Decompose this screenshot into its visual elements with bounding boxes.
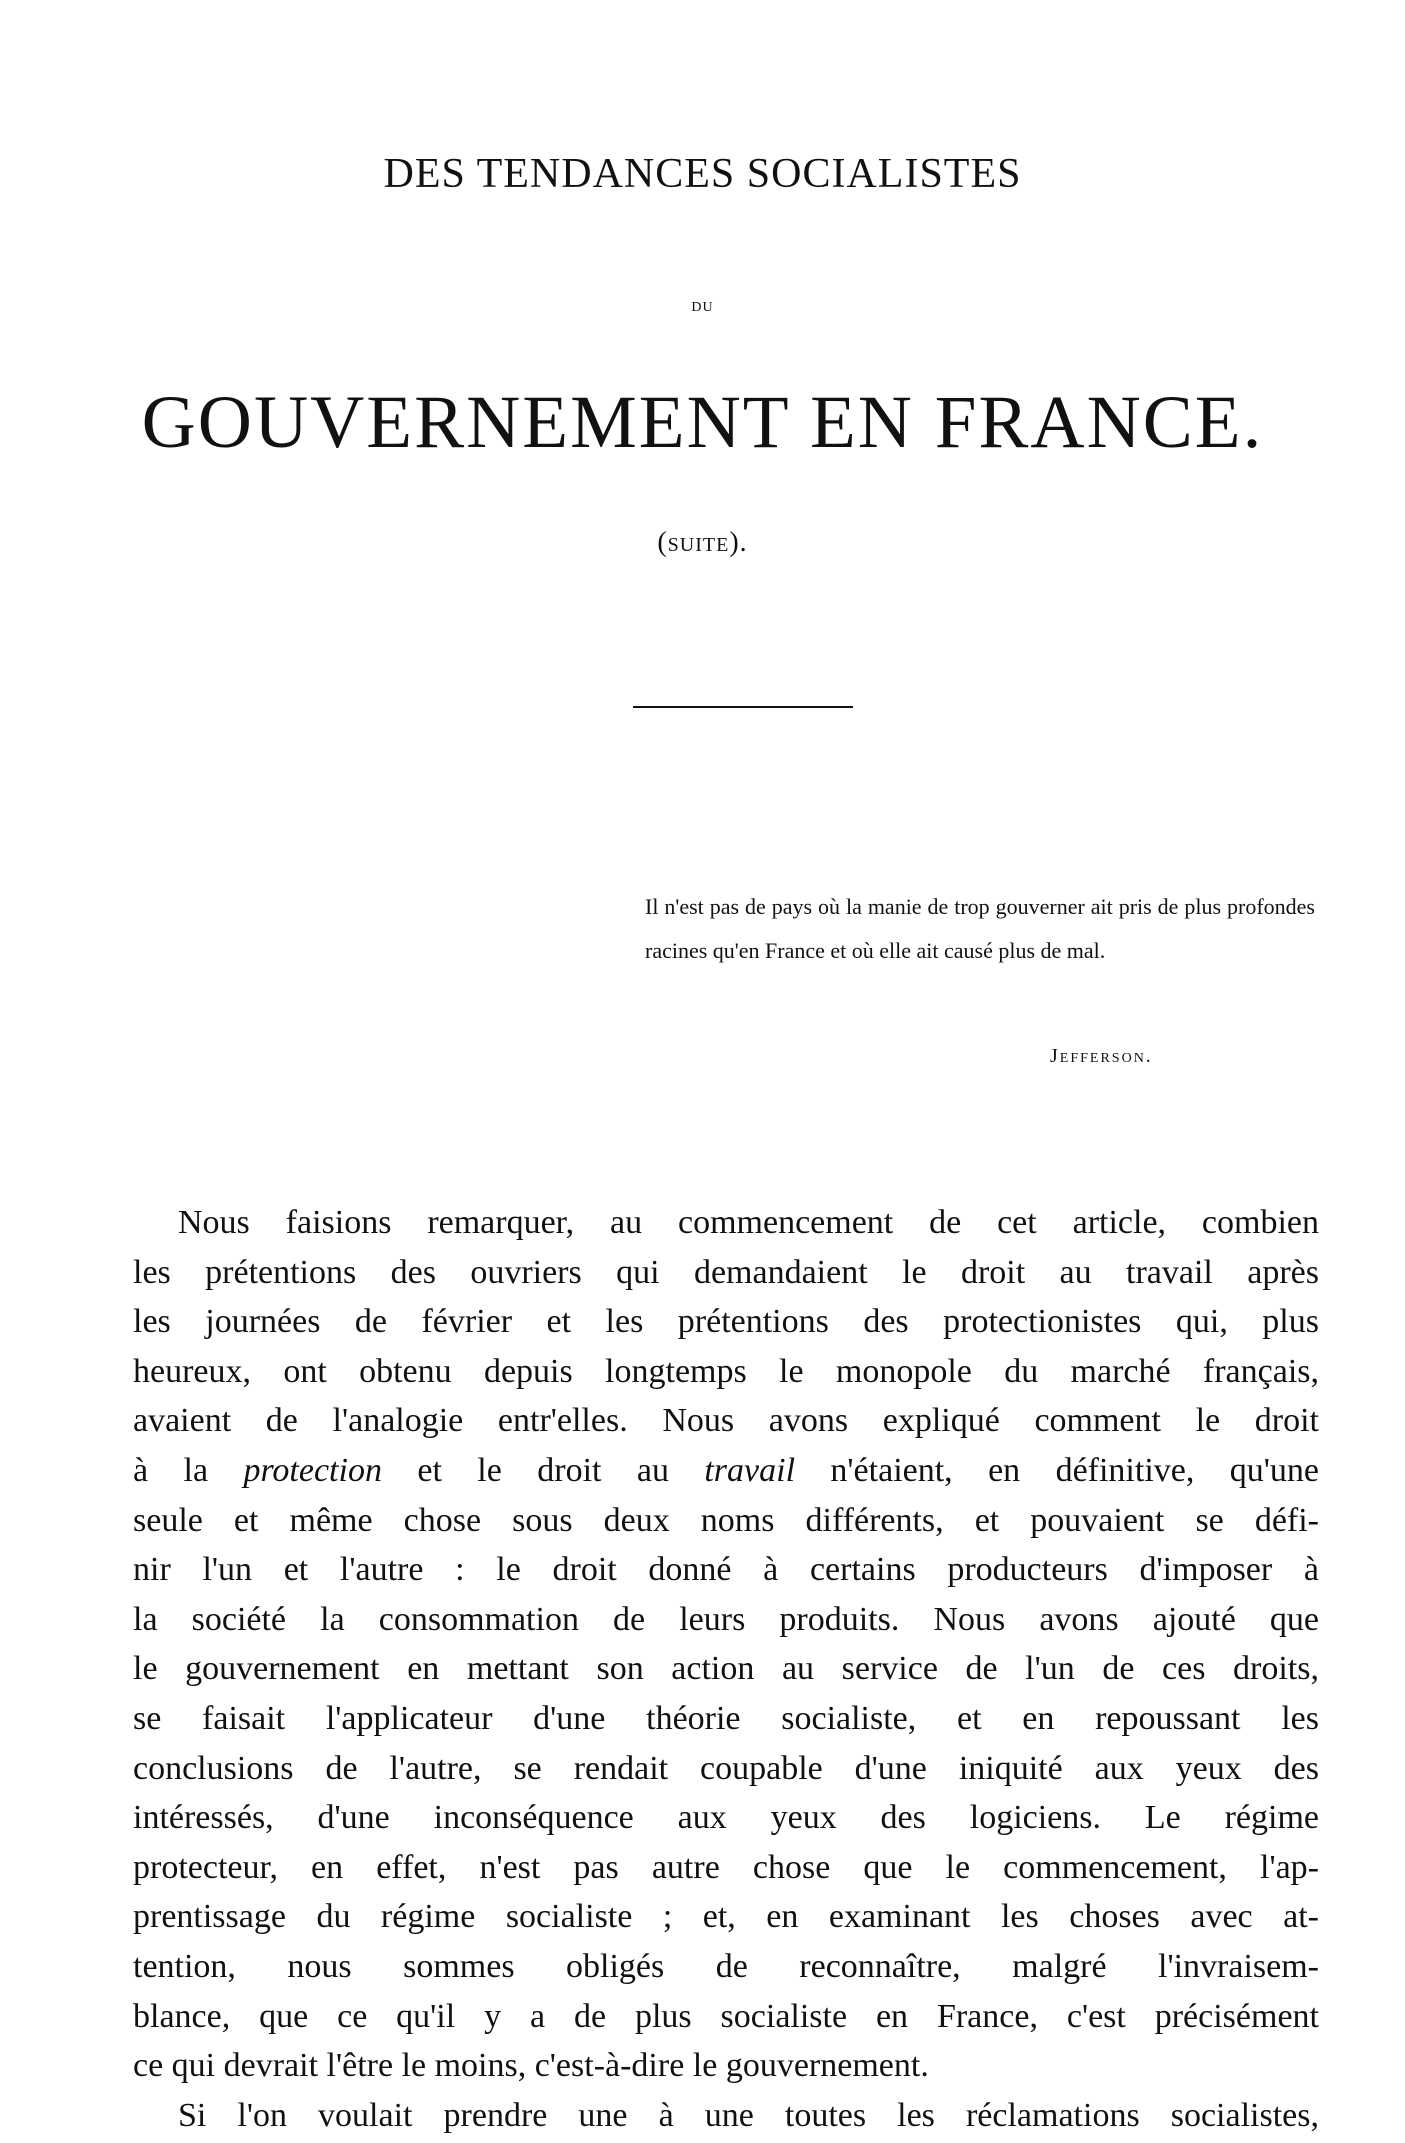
suite-open: ( [657, 527, 668, 558]
body-line: se faisait l'applicateur d'une théorie socialiste, et en repoussant les [133, 1699, 1319, 1737]
body-italic-travail: travail [704, 1451, 796, 1489]
title-divider [633, 706, 853, 708]
body-line: Si l'on voulait prendre une à une toutes les réclamations socialistes, [178, 2096, 1319, 2134]
body-line: avaient de l'analogie entr'elles. Nous avons expliqué comment le droit [133, 1402, 1319, 1440]
body-fragment: n'étaient, en définitive, qu'une [795, 1451, 1319, 1489]
body-line: la société la consommation de leurs produits. Nous avons ajouté que [133, 1600, 1319, 1638]
body-line: le gouvernement en mettant son action au service de l'un de ces droits, [133, 1650, 1319, 1688]
body-line: seule et même chose sous deux noms différents, et pouvaient se défi- [133, 1501, 1319, 1539]
epigraph-author: Jefferson. [1050, 1045, 1153, 1067]
body-line: nir l'un et l'autre : le droit donné à certains producteurs d'imposer à [133, 1551, 1319, 1589]
body-line: blance, que ce qu'il y a de plus socialiste en France, c'est précisément [133, 1997, 1319, 2035]
suite-word: suite [667, 527, 730, 558]
suite-close: ). [729, 527, 748, 558]
title-line-2: DU [691, 300, 714, 315]
body-fragment: à la [133, 1451, 244, 1489]
body-line: intéressés, d'une inconséquence aux yeux des logiciens. Le régime [133, 1799, 1319, 1837]
body-line: les journées de février et les prétentions des protectionistes qui, plus [133, 1303, 1319, 1341]
body-line [133, 1446, 1319, 1496]
body-line: tention, nous sommes obligés de reconnaître, malgré l'invraisem- [133, 1947, 1319, 1985]
body-line: ce qui devrait l'être le moins, c'est-à-dire le gouvernement. [133, 2047, 929, 2085]
body-line: conclusions de l'autre, se rendait coupable d'une iniquité aux yeux des [133, 1749, 1319, 1787]
epigraph-quote: Il n'est pas de pays où la manie de trop gouverner ait pris de plus profondes racines qu'en France et où elle ait causé plus de mal. [645, 894, 1315, 963]
title-line-3: GOUVERNEMENT EN FRANCE. [141, 381, 1264, 464]
body-italic-protection: protection [243, 1451, 382, 1489]
body-fragment: et le droit au [381, 1451, 705, 1489]
body-text [133, 1198, 1319, 2140]
title-line-1: DES TENDANCES SOCIALISTES [383, 151, 1022, 197]
body-line: protecteur, en effet, n'est pas autre chose que le commencement, l'ap- [133, 1848, 1319, 1886]
title-suite [0, 527, 1405, 559]
body-line: Nous faisions remarquer, au commencement de cet article, combien [178, 1204, 1319, 1241]
body-line: prentissage du régime socialiste ; et, en examinant les choses avec at- [133, 1898, 1319, 1936]
body-line: heureux, ont obtenu depuis longtemps le monopole du marché français, [133, 1352, 1319, 1390]
body-line: les prétentions des ouvriers qui demandaient le droit au travail après [133, 1253, 1319, 1291]
